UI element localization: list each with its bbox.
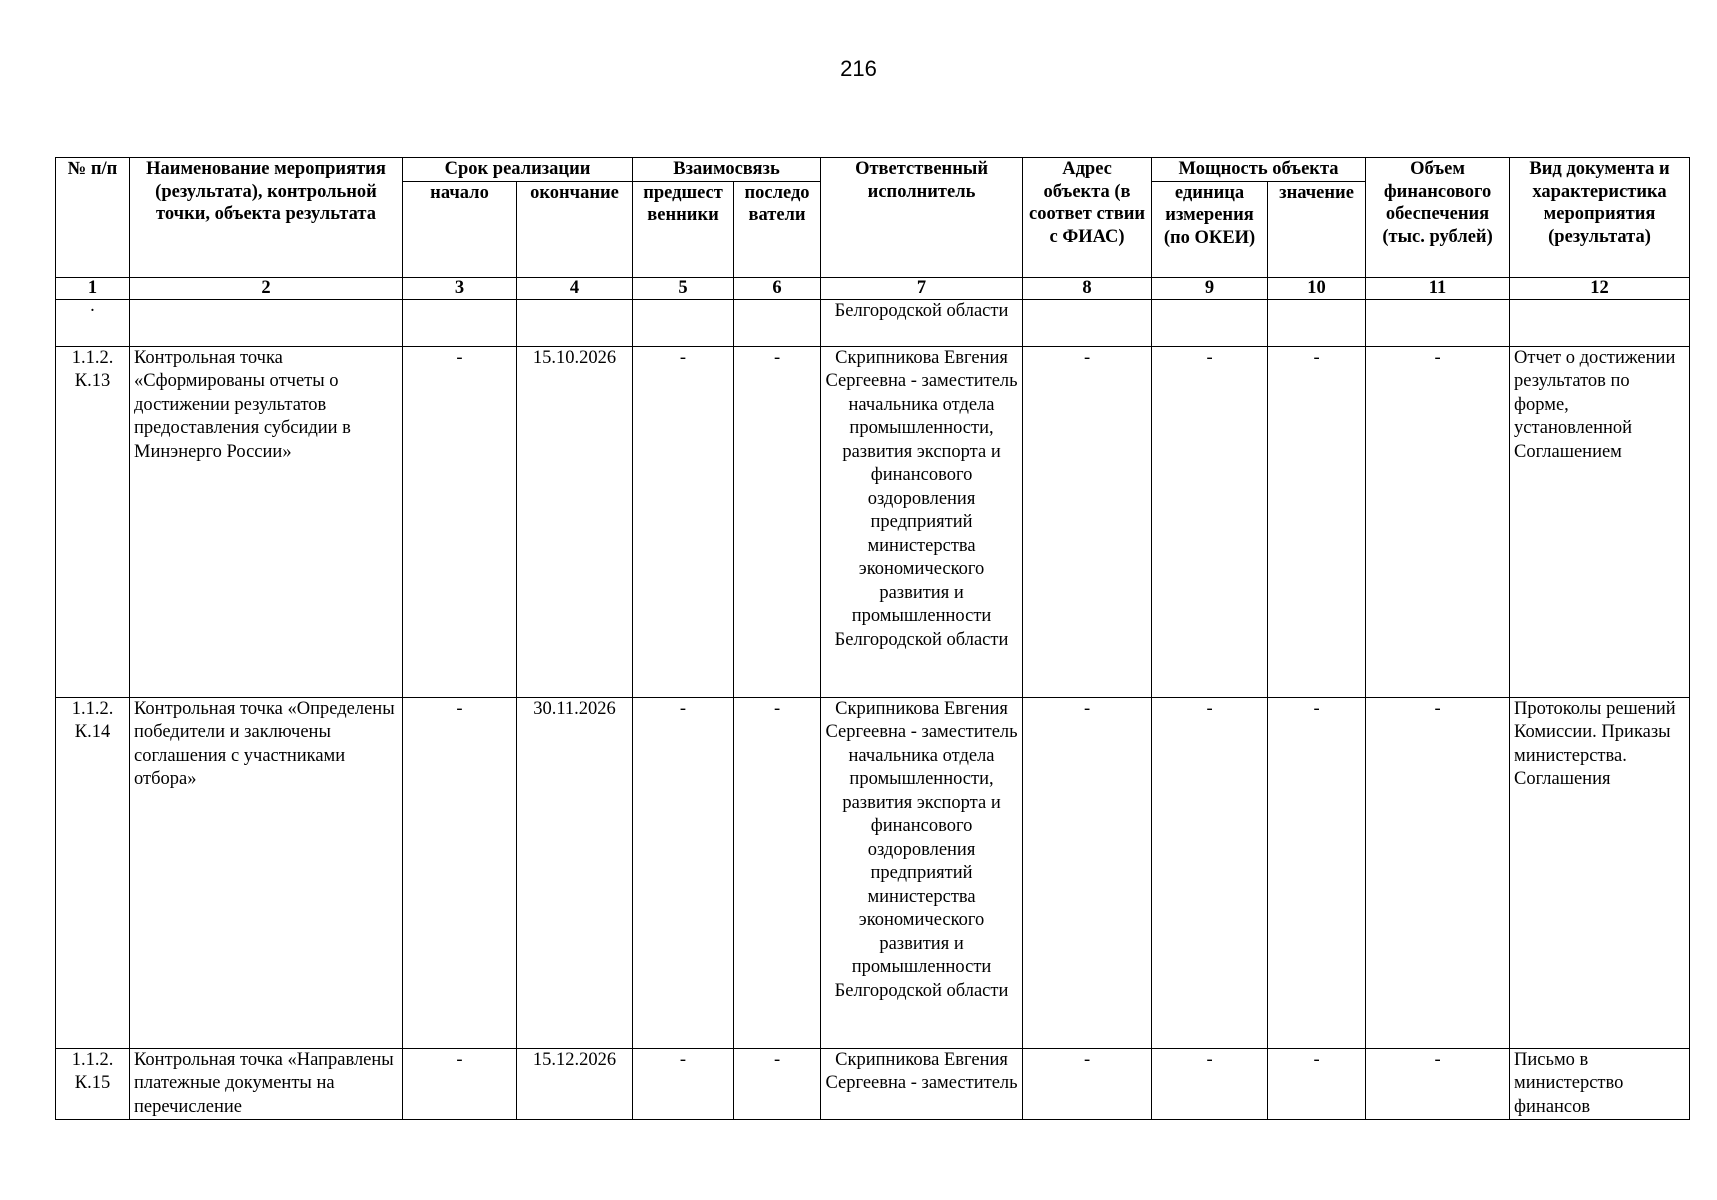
cell-responsible: Белгородской области	[821, 299, 1023, 346]
column-number: 2	[130, 277, 403, 299]
page-number: 216	[840, 56, 877, 81]
cell-unit: -	[1152, 1048, 1268, 1120]
column-number: 1	[56, 277, 130, 299]
column-number: 9	[1152, 277, 1268, 299]
column-number: 8	[1023, 277, 1152, 299]
cell-predecessors: -	[633, 1048, 734, 1120]
header-end: окончание	[517, 181, 633, 277]
cell-num: 1.1.2. К.15	[56, 1048, 130, 1120]
cell-successors: -	[734, 697, 821, 1048]
cell-address: -	[1023, 1048, 1152, 1120]
cell-predecessors: -	[633, 697, 734, 1048]
cell-document: Протоколы решений Комиссии. Приказы министерства. Соглашения	[1510, 697, 1690, 1048]
table-row-continuation	[56, 299, 1690, 346]
table-row	[56, 697, 1690, 1048]
cell-successors: -	[734, 346, 821, 697]
column-number: 3	[403, 277, 517, 299]
cell-responsible: Скрипникова Евгения Сергеевна - заместитель начальника отдела промышленности, развития экспорта и финансового оздоровления предприятий министерства экономического развития и промышленности Белгородской области	[821, 346, 1023, 697]
column-number: 10	[1268, 277, 1366, 299]
header-term-group: Срок реализации	[403, 158, 633, 182]
table-row	[56, 1048, 1690, 1120]
column-number: 12	[1510, 277, 1690, 299]
cell-successors: -	[734, 1048, 821, 1120]
header-document: Вид документа и характеристика мероприятия (результата)	[1510, 158, 1690, 278]
header-power-group: Мощность объекта	[1152, 158, 1366, 182]
header-unit: единица измерения (по ОКЕИ)	[1152, 181, 1268, 277]
table-header	[56, 158, 1690, 300]
header-value: значение	[1268, 181, 1366, 277]
header-responsible: Ответственный исполнитель	[821, 158, 1023, 278]
activity-plan-table	[55, 157, 1690, 1120]
cell-finance: -	[1366, 346, 1510, 697]
header-predecessors: предшест венники	[633, 181, 734, 277]
cell-name: Контрольная точка «Направлены платежные документы на перечисление	[130, 1048, 403, 1120]
column-number: 4	[517, 277, 633, 299]
header-name: Наименование мероприятия (результата), контрольной точки, объекта результата	[130, 158, 403, 278]
cell-num: ·	[56, 299, 130, 346]
cell-value: -	[1268, 697, 1366, 1048]
cell-document: Отчет о достижении результатов по форме, установленной Соглашением	[1510, 346, 1690, 697]
cell-unit: -	[1152, 697, 1268, 1048]
column-number-row	[56, 277, 1690, 299]
cell-responsible: Скрипникова Евгения Сергеевна - заместитель начальника отдела промышленности, развития экспорта и финансового оздоровления предприятий министерства экономического развития и промышленности Белгородской области	[821, 697, 1023, 1048]
header-num: № п/п	[56, 158, 130, 278]
cell-name: Контрольная точка «Определены победители и заключены соглашения с участниками отбора»	[130, 697, 403, 1048]
cell-unit: -	[1152, 346, 1268, 697]
cell-start: -	[403, 697, 517, 1048]
column-number: 6	[734, 277, 821, 299]
cell-finance: -	[1366, 697, 1510, 1048]
cell-num: 1.1.2. К.14	[56, 697, 130, 1048]
header-finance: Объем финансового обеспечения (тыс. рублей)	[1366, 158, 1510, 278]
cell-end: 30.11.2026	[517, 697, 633, 1048]
header-successors: последо ватели	[734, 181, 821, 277]
cell-value: -	[1268, 346, 1366, 697]
header-start: начало	[403, 181, 517, 277]
column-number: 11	[1366, 277, 1510, 299]
cell-name: Контрольная точка «Сформированы отчеты о достижении результатов предоставления субсидии в Минэнерго России»	[130, 346, 403, 697]
cell-responsible: Скрипникова Евгения Сергеевна - заместитель	[821, 1048, 1023, 1120]
cell-end: 15.12.2026	[517, 1048, 633, 1120]
cell-start: -	[403, 346, 517, 697]
cell-predecessors: -	[633, 346, 734, 697]
cell-end: 15.10.2026	[517, 346, 633, 697]
cell-address: -	[1023, 697, 1152, 1048]
cell-num: 1.1.2. К.13	[56, 346, 130, 697]
header-link-group: Взаимосвязь	[633, 158, 821, 182]
column-number: 5	[633, 277, 734, 299]
header-address: Адрес объекта (в соответ ствии с ФИАС)	[1023, 158, 1152, 278]
cell-finance: -	[1366, 1048, 1510, 1120]
cell-document: Письмо в министерство финансов	[1510, 1048, 1690, 1120]
table-row	[56, 346, 1690, 697]
cell-start: -	[403, 1048, 517, 1120]
cell-value: -	[1268, 1048, 1366, 1120]
column-number: 7	[821, 277, 1023, 299]
cell-address: -	[1023, 346, 1152, 697]
